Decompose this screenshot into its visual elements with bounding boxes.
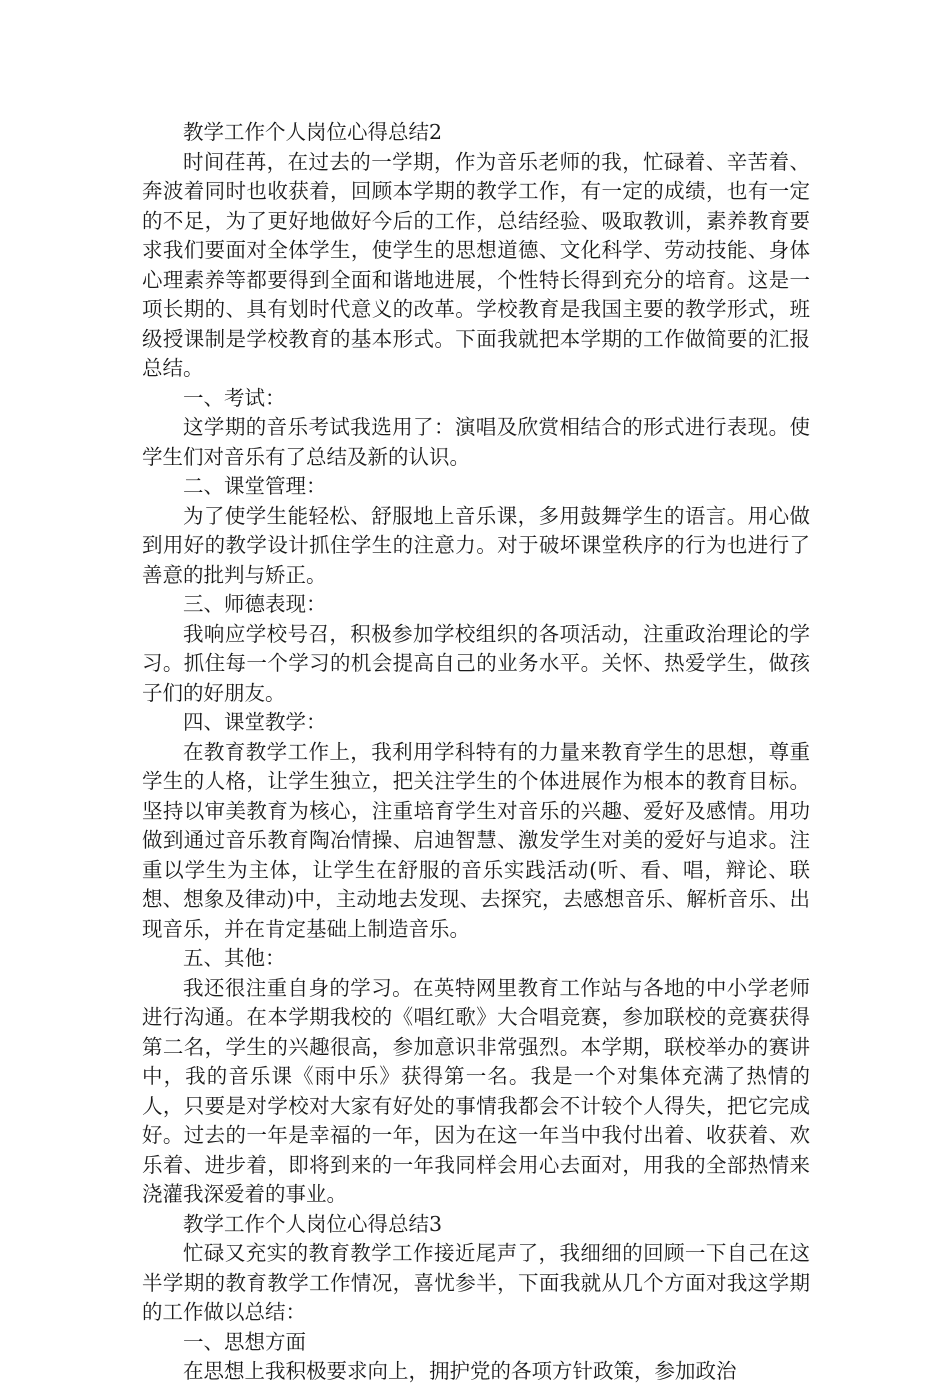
heading-classroom-teaching: 四、课堂教学： xyxy=(183,710,327,734)
intro-paragraph: 时间荏苒，在过去的一学期，作为音乐老师的我，忙碌着、辛苦着、奔波着同时也收获着，回顾本学期的教学工作，有一定的成绩，也有一定的不足，为了更好地做好今后的工作，总结经验、吸取教训，素养教育要求我们要面对全体学生，使学生的思想道德、文化科学、劳动技能、身体心理素养等都要得到全面和谐地进展，个性特长得到充分的培育。这是一项长期的、具有划时代意义的改革。学校教育是我国主要的教学形式，班级授课制是学校教育的基本形式。下面我就把本学期的工作做简要的汇报总结。 xyxy=(142,149,810,380)
summary-intro-paragraph: 忙碌又充实的教育教学工作接近尾声了，我细细的回顾一下自己在这半学期的教育教学工作情况，喜忧参半，下面我就从几个方面对我这学期的工作做以总结： xyxy=(142,1241,810,1324)
heading-teacher-ethics: 三、师德表现： xyxy=(183,592,327,616)
heading-other: 五、其他： xyxy=(183,946,286,970)
teacher-ethics-paragraph: 我响应学校号召，积极参加学校组织的各项活动，注重政治理论的学习。抓住每一个学习的机会提高自己的业务水平。关怀、热爱学生，做孩子们的好朋友。 xyxy=(142,621,810,705)
section-title-2: 教学工作个人岗位心得总结2 xyxy=(183,120,443,144)
thought-paragraph: 在思想上我积极要求向上，拥护党的各项方针政策，参加政治 xyxy=(183,1359,737,1383)
classroom-teaching-paragraph: 在教育教学工作上，我利用学科特有的力量来教育学生的思想，尊重学生的人格，让学生独立，把关注学生的个体进展作为根本的教育目标。坚持以审美教育为核心，注重培育学生对音乐的兴趣、爱好及感情。用功做到通过音乐教育陶冶情操、启迪智慧、激发学生对美的爱好与追求。注重以学生为主体，让学生在舒服的音乐实践活动(听、看、唱，辩论、联想、想象及律动)中，主动地去发现、去探究，去感想音乐、解析音乐、出现音乐，并在肯定基础上制造音乐。 xyxy=(142,739,810,941)
document-body xyxy=(142,118,810,1387)
exam-paragraph: 这学期的音乐考试我选用了：演唱及欣赏相结合的形式进行表现。使学生们对音乐有了总结及新的认识。 xyxy=(142,415,810,469)
heading-exam: 一、考试： xyxy=(183,385,286,410)
classroom-management-paragraph: 为了使学生能轻松、舒服地上音乐课，多用鼓舞学生的语言。用心做到用好的教学设计抓住学生的注意力。对于破坏课堂秩序的行为也进行了善意的批判与矫正。 xyxy=(142,503,810,587)
heading-thought: 一、思想方面 xyxy=(183,1329,306,1354)
heading-classroom-management: 二、课堂管理： xyxy=(183,474,327,498)
other-paragraph: 我还很注重自身的学习。在英特网里教育工作站与各地的中小学老师进行沟通。在本学期我校的《唱红歌》大合唱竞赛，参加联校的竞赛获得第二名，学生的兴趣很高，参加意识非常强烈。本学期，联校举办的赛讲中，我的音乐课《雨中乐》获得第一名。我是一个对集体充满了热情的人，只要是对学校对大家有好处的事情我都会不计较个人得失，把它完成好。过去的一年是幸福的一年，因为在这一年当中我付出着、收获着、欢乐着、进步着，即将到来的一年我同样会用心去面对，用我的全部热情来浇灌我深爱着的事业。 xyxy=(142,975,810,1206)
section-title-3: 教学工作个人岗位心得总结3 xyxy=(183,1211,443,1236)
